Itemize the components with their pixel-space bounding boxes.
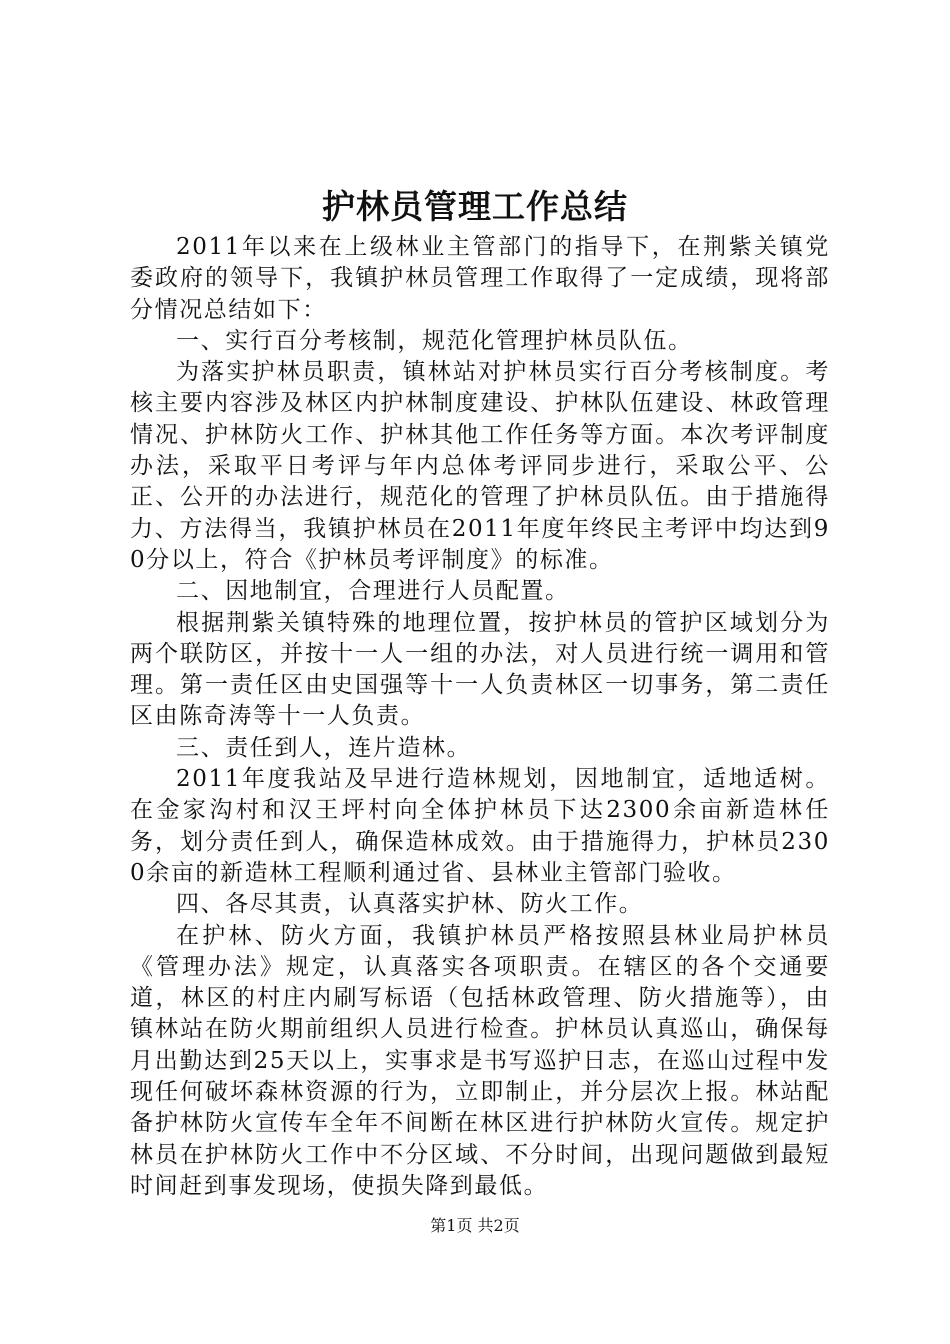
paragraph-section-2: 根据荆紫关镇特殊的地理位置，按护林员的管护区域划分为两个联防区，并按十一人一组的办法，对人员进行统一调用和管理。第一责任区由史国强等十一人负责林区一切事务，第二责任区由陈奇涛等十一人负责。 bbox=[130, 609, 830, 730]
section-heading-4: 四、各尽其责，认真落实护林、防火工作。 bbox=[176, 891, 644, 918]
section-heading-2: 二、因地制宜，合理进行人员配置。 bbox=[176, 578, 570, 605]
paragraph-intro: 2011年以来在上级林业主管部门的指导下，在荆紫关镇党委政府的领导下，我镇护林员管理工作取得了一定成绩，现将部分情况总结如下： bbox=[130, 234, 830, 323]
document-title: 护林员管理工作总结 bbox=[322, 187, 628, 226]
section-heading-3: 三、责任到人，连片造林。 bbox=[176, 734, 472, 761]
document-body bbox=[130, 232, 830, 1202]
paragraph-section-3: 2011年度我站及早进行造林规划，因地制宜，适地适树。在金家沟村和汉王坪村向全体护林员下达2300余亩新造林任务，划分责任到人，确保造林成效。由于措施得力，护林员2300余亩的新造林工程顺利通过省、县林业主管部门验收。 bbox=[130, 766, 830, 886]
paragraph-section-4: 在护林、防火方面，我镇护林员严格按照县林业局护林员《管理办法》规定，认真落实各项职责。在辖区的各个交通要道，林区的村庄内刷写标语（包括林政管理、防火措施等），由镇林站在防火期前组织人员进行检查。护林员认真巡山，确保每月出勤达到25天以上，实事求是书写巡护日志，在巡山过程中发现任何破坏森林资源的行为，立即制止，并分层次上报。林站配备护林防火宣传车全年不间断在林区进行护林防火宣传。规定护林员在护林防火工作中不分区域、不分时间，出现问题做到最短时间赶到事发现场，使损失降到最低。 bbox=[130, 922, 830, 1199]
paragraph-section-1: 为落实护林员职责，镇林站对护林员实行百分考核制度。考核主要内容涉及林区内护林制度建设、护林队伍建设、林政管理情况、护林防火工作、护林其他工作任务等方面。本次考评制度办法，采取平日考评与年内总体考评同步进行，采取公平、公正、公开的办法进行，规范化的管理了护林员队伍。由于措施得力、方法得当，我镇护林员在2011年度年终民主考评中均达到90分以上，符合《护林员考评制度》的标准。 bbox=[130, 359, 830, 573]
section-heading-1: 一、实行百分考核制，规范化管理护林员队伍。 bbox=[176, 327, 693, 354]
page-footer: 第1页 共2页 bbox=[430, 1216, 520, 1235]
